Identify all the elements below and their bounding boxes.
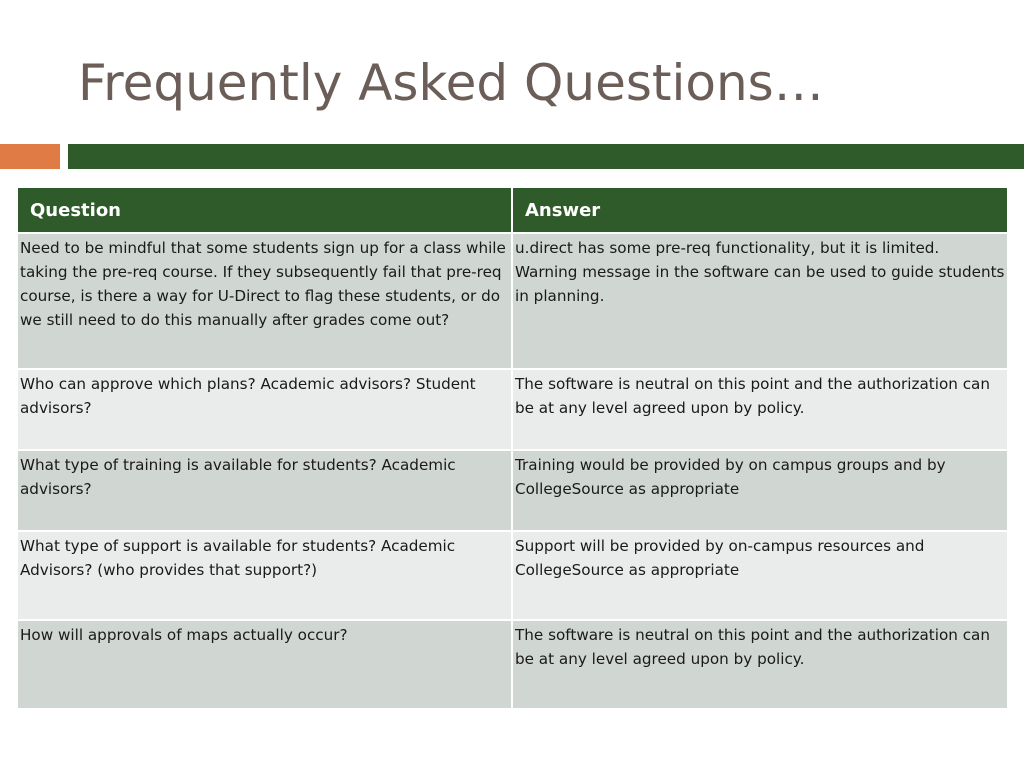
table-row [17, 450, 1008, 531]
answer-cell: The software is neutral on this point and the authorization can be at any level agreed upon by policy. [512, 620, 1008, 709]
accent-bar-green [68, 144, 1024, 169]
answer-cell: Training would be provided by on campus groups and by CollegeSource as appropriate [512, 450, 1008, 531]
accent-bar-orange [0, 144, 60, 169]
header-question: Question [17, 187, 512, 233]
answer-cell: u.direct has some pre-req functionality, but it is limited. Warning message in the software can be used to guide students in planning. [512, 233, 1008, 369]
faq-table [16, 186, 1009, 710]
question-cell: How will approvals of maps actually occur? [17, 620, 512, 709]
question-cell: Who can approve which plans? Academic advisors? Student advisors? [17, 369, 512, 450]
table-row [17, 369, 1008, 450]
answer-cell: The software is neutral on this point and the authorization can be at any level agreed upon by policy. [512, 369, 1008, 450]
header-answer: Answer [512, 187, 1008, 233]
table-row [17, 531, 1008, 620]
question-cell: Need to be mindful that some students sign up for a class while taking the pre-req course. If they subsequently fail that pre-req course, is there a way for U-Direct to flag these students, or do we still need to do this manually after grades come out? [17, 233, 512, 369]
table-row [17, 620, 1008, 709]
question-cell: What type of training is available for students? Academic advisors? [17, 450, 512, 531]
answer-cell: Support will be provided by on-campus resources and CollegeSource as appropriate [512, 531, 1008, 620]
slide-title: Frequently Asked Questions… [78, 54, 824, 112]
table-row [17, 233, 1008, 369]
question-cell: What type of support is available for students? Academic Advisors? (who provides that support?) [17, 531, 512, 620]
table-header-row [17, 187, 1008, 233]
